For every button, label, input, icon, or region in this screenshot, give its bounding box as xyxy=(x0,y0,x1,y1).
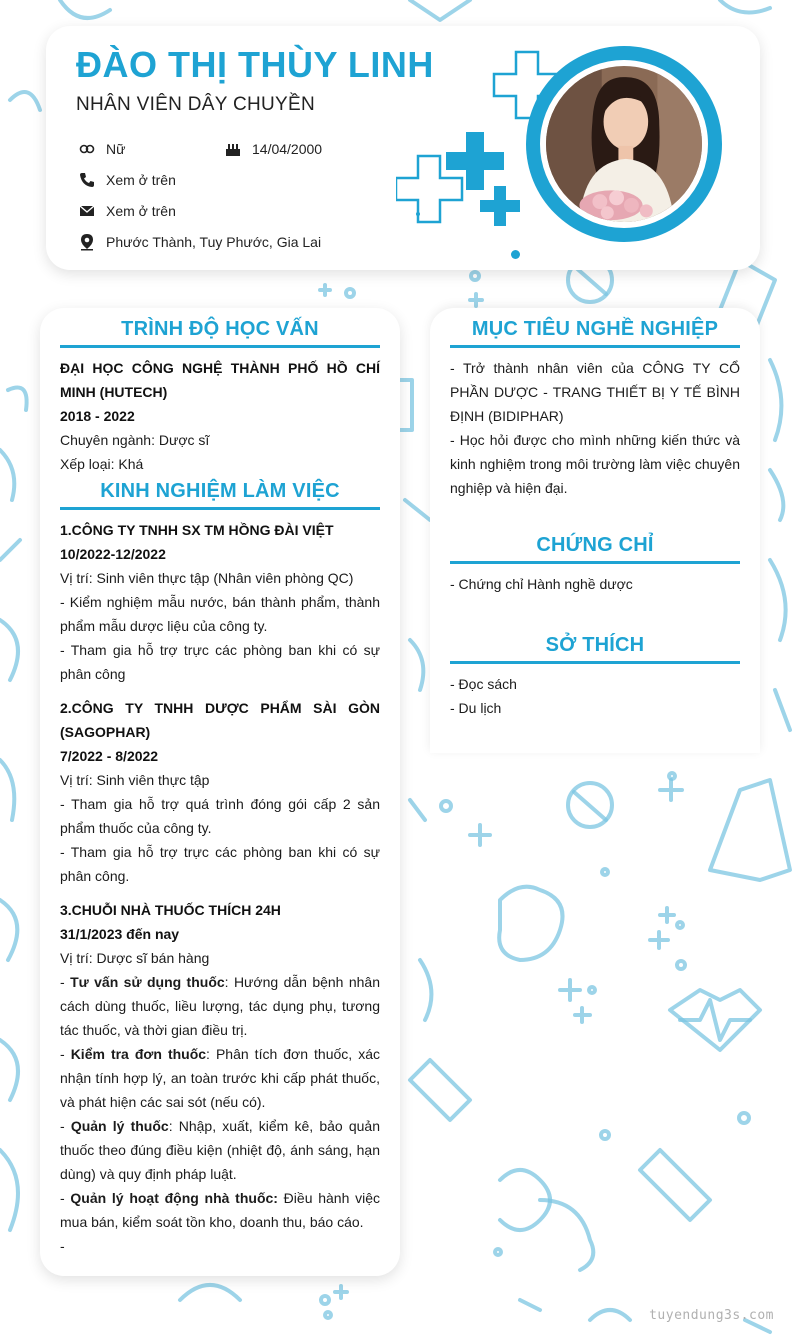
hobbies-title: SỞ THÍCH xyxy=(450,634,740,664)
job-entry xyxy=(60,898,380,1258)
right-column-card xyxy=(430,308,760,753)
job-position: Vị trí: Sinh viên thực tập xyxy=(60,772,210,788)
job-company: 1.CÔNG TY TNHH SX TM HỒNG ĐÀI VIỆT xyxy=(60,522,334,538)
education-title: TRÌNH ĐỘ HỌC VẤN xyxy=(60,318,380,348)
avatar xyxy=(526,46,722,242)
address-value: Phước Thành, Tuy Phước, Gia Lai xyxy=(106,234,322,250)
location-icon xyxy=(78,233,96,251)
job-period: 31/1/2023 đến nay xyxy=(60,926,180,942)
experience-title: KINH NGHIỆM LÀM VIỆC xyxy=(60,480,380,510)
watermark: tuyendung3s.com xyxy=(649,1308,774,1323)
job-period: 7/2022 - 8/2022 xyxy=(60,748,159,764)
email-row xyxy=(78,202,176,220)
hobby-item: - Đọc sách xyxy=(450,676,517,692)
phone-row xyxy=(78,171,176,189)
job-company: 2.CÔNG TY TNHH DƯỢC PHẨM SÀI GÒN (SAGOPHAR) xyxy=(60,700,380,740)
cake-icon xyxy=(224,140,242,158)
hobby-item: - Du lịch xyxy=(450,700,502,716)
objective-line: - Học hỏi được cho mình những kiến thức và kinh nghiệm trong môi trường làm việc chuyên nghiệp và hiện đại. xyxy=(450,432,740,496)
job-period: 10/2022-12/2022 xyxy=(60,546,166,562)
job-duty: - Kiểm tra đơn thuốc: Phân tích đơn thuốc, xác nhận tính hợp lý, an toàn trước khi cấp phát thuốc, và phát hiện các sai sót (nếu có). xyxy=(60,1046,380,1110)
education-major: Chuyên ngành: Dược sĩ xyxy=(60,432,210,448)
job-duty: - Tham gia hỗ trợ trực các phòng ban khi có sự phân công xyxy=(60,642,380,682)
birthday-value: 14/04/2000 xyxy=(252,141,323,157)
job-position: Vị trí: Dược sĩ bán hàng xyxy=(60,950,210,966)
email-value: Xem ở trên xyxy=(106,203,176,219)
education-rank: Xếp loại: Khá xyxy=(60,456,144,472)
education-school: ĐẠI HỌC CÔNG NGHỆ THÀNH PHỐ HỒ CHÍ MINH (HUTECH) xyxy=(60,360,380,400)
avatar-photo xyxy=(540,60,708,228)
job-company: 3.CHUỖI NHÀ THUỐC THÍCH 24H xyxy=(60,902,281,918)
objective-title: MỤC TIÊU NGHỀ NGHIỆP xyxy=(450,318,740,348)
mail-icon xyxy=(78,202,96,220)
gender-value: Nữ xyxy=(106,141,126,157)
job-entry xyxy=(60,696,380,888)
objective-line: - Trở thành nhân viên của CÔNG TY CỔ PHẦN DƯỢC - TRANG THIẾT BỊ Y TẾ BÌNH ĐỊNH (BIDIPHAR) xyxy=(450,360,740,424)
candidate-name: ĐÀO THỊ THÙY LINH xyxy=(76,44,434,85)
job-duty: - Kiểm nghiệm mẫu nước, bán thành phẩm, thành phẩm mẫu dược liệu của công ty. xyxy=(60,594,380,634)
job-duty: - Quản lý thuốc: Nhập, xuất, kiểm kê, bảo quản thuốc theo đúng điều kiện (nhiệt độ, ánh sáng, hạn dùng) và quy định pháp luật. xyxy=(60,1118,380,1182)
gender-icon xyxy=(78,140,96,158)
birthday-row xyxy=(224,140,322,158)
job-duty: - Tham gia hỗ trợ quá trình đóng gói cấp 2 sản phẩm thuốc của công ty. xyxy=(60,796,380,836)
phone-value: Xem ở trên xyxy=(106,172,176,188)
job-entry xyxy=(60,518,380,686)
left-column-card xyxy=(40,308,400,1276)
education-period: 2018 - 2022 xyxy=(60,408,135,424)
job-duty: - Quản lý hoạt động nhà thuốc: Điều hành việc mua bán, kiểm soát tồn kho, doanh thu, báo cáo. xyxy=(60,1190,380,1230)
job-position: Vị trí: Sinh viên thực tập (Nhân viên phòng QC) xyxy=(60,570,354,586)
job-duty: - Tư vấn sử dụng thuốc: Hướng dẫn bệnh nhân cách dùng thuốc, liều lượng, tác dụng phụ, tương tác thuốc, và thời gian điều trị. xyxy=(60,974,380,1038)
decor-dot xyxy=(511,250,520,259)
gender-row xyxy=(78,140,125,158)
job-duty: - Tham gia hỗ trợ trực các phòng ban khi có sự phân công. xyxy=(60,844,380,884)
job-duty-trailing: - xyxy=(60,1238,65,1254)
certificates-title: CHỨNG CHỈ xyxy=(450,534,740,564)
address-row xyxy=(78,233,321,251)
job-title: NHÂN VIÊN DÂY CHUYỀN xyxy=(76,94,315,115)
certificate-item: - Chứng chỉ Hành nghề dược xyxy=(450,576,633,592)
phone-icon xyxy=(78,171,96,189)
